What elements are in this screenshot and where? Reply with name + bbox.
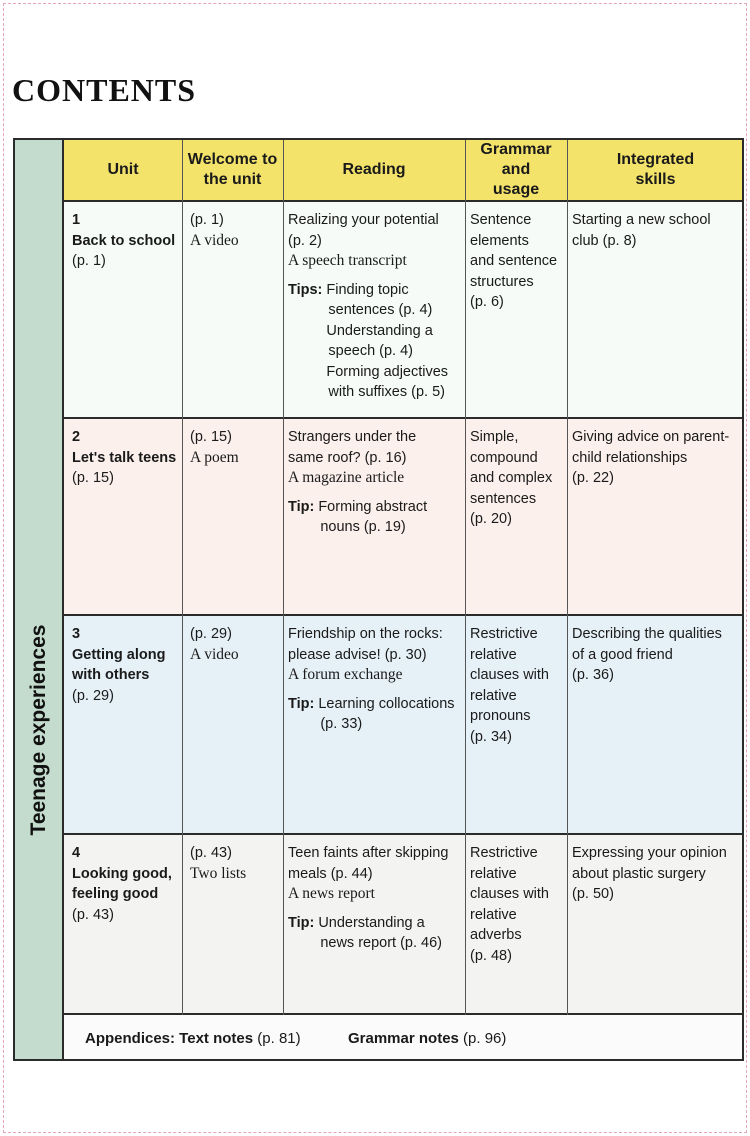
unit-4-title: 4 Looking good, feeling good (p. 43) [72, 845, 172, 923]
unit-3-reading: Friendship on the rocks: please advise! (p. 30) A forum exchange Tip: Learning collocations (p. 33) [288, 624, 464, 735]
unit-1-tips: Tips: Finding topic sentences (p. 4) Understanding a speech (p. 4) Forming adjectives with suffixes (p. 5) [288, 281, 449, 400]
unit-4-welcome: (p. 43) Two lists [190, 845, 247, 882]
unit-2-grammar: Simple, compound and complex sentences (p. 20) [470, 429, 553, 527]
appendices-grammar-notes: Grammar notes (p. 96) [348, 1030, 507, 1047]
unit-1-reading: Realizing your potential (p. 2) A speech transcript Tips: Finding topic sentences (p. 4) Understanding a speech (p. 4) Forming adjectives with suffixes (p. 5) [288, 210, 464, 403]
column-divider [465, 140, 466, 1015]
unit-1-grammar: Sentence elements and sentence structures (p. 6) [470, 212, 558, 310]
unit-4-grammar: Restrictive relative clauses with relative adverbs (p. 48) [470, 845, 549, 964]
header-unit: Unit [107, 161, 139, 178]
unit-1-skills: Starting a new school club (p. 8) [572, 212, 711, 249]
column-divider [283, 140, 284, 1015]
appendices-text-notes: Appendices: Text notes (p. 81) [85, 1030, 301, 1047]
unit-4-skills: Expressing your opinion about plastic surgery (p. 50) [572, 845, 727, 902]
header-grammar: Grammar and usage [480, 141, 552, 198]
unit-1-welcome: (p. 1) A video [190, 212, 239, 249]
unit-2-title: 2 Let's talk teens (p. 15) [72, 429, 177, 486]
unit-3-tips: Tip: Learning collocations (p. 33) [288, 695, 455, 732]
contents-table [13, 138, 744, 1061]
unit-2-welcome: (p. 15) A poem [190, 429, 239, 466]
theme-sidebar [15, 140, 64, 1059]
unit-4-tips: Tip: Understanding a news report (p. 46) [288, 914, 443, 951]
column-divider [567, 140, 568, 1015]
unit-1-title: 1 Back to school (p. 1) [72, 212, 176, 269]
unit-2-reading: Strangers under the same roof? (p. 16) A magazine article Tip: Forming abstract nouns (p. 19) [288, 427, 464, 538]
unit-3-grammar: Restrictive relative clauses with relative pronouns (p. 34) [470, 626, 549, 745]
unit-3-welcome: (p. 29) A video [190, 626, 239, 663]
unit-3-title: 3 Getting along with others (p. 29) [72, 626, 166, 704]
column-divider [182, 140, 183, 1015]
theme-label: Teenage experiences [27, 624, 50, 836]
page-title: CONTENTS [12, 72, 197, 108]
header-skills: Integrated skills [616, 151, 695, 188]
unit-3-skills: Describing the qualities of a good friend (p. 36) [572, 626, 722, 683]
header-welcome: Welcome to the unit [187, 151, 278, 188]
unit-2-skills: Giving advice on parent- child relationships (p. 22) [572, 429, 730, 486]
unit-2-tips: Tip: Forming abstract nouns (p. 19) [288, 498, 428, 535]
header-reading: Reading [342, 161, 406, 178]
unit-4-reading: Teen faints after skipping meals (p. 44) A news report Tip: Understanding a news report (p. 46) [288, 843, 464, 954]
